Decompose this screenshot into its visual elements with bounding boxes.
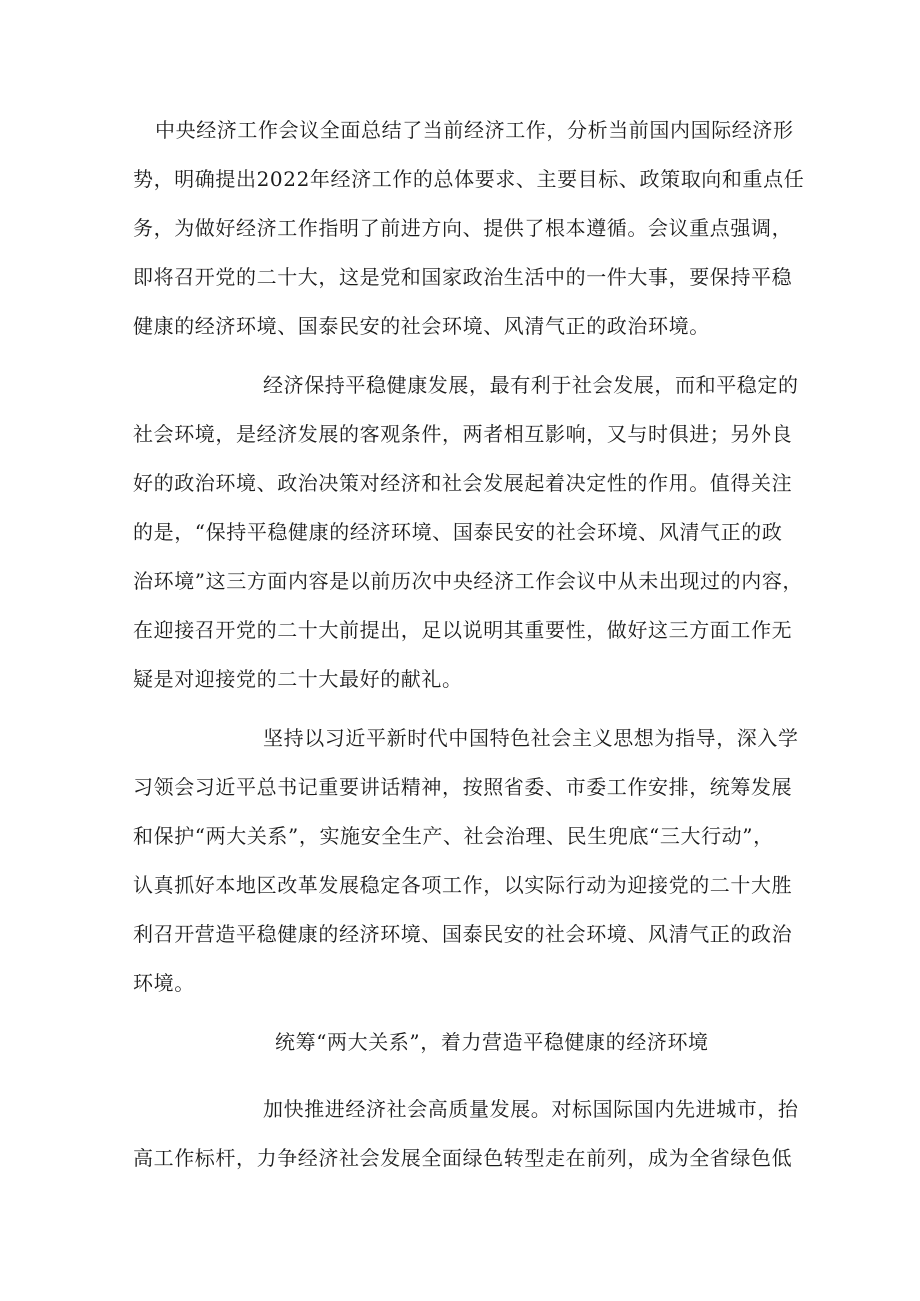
paragraph-line: 习领会习近平总书记重要讲话精神，按照省委、市委工作安排，统筹发展 xyxy=(133,775,793,799)
section-heading: 统筹“两大关系”，着力营造平稳健康的经济环境 xyxy=(275,1030,709,1054)
paragraph-line: 势，明确提出2022年经济工作的总体要求、主要目标、政策取向和重点任 xyxy=(133,167,805,191)
paragraph-line: 好的政治环境、政治决策对经济和社会发展起着决定性的作用。值得关注 xyxy=(133,471,793,495)
paragraph-line: 治环境”这三方面内容是以前历次中央经济工作会议中从未出现过的内容， xyxy=(133,569,804,593)
paragraph-line: 疑是对迎接党的二十大最好的献礼。 xyxy=(133,667,463,691)
paragraph-line: 坚持以习近平新时代中国特色社会主义思想为指导，深入学 xyxy=(263,726,799,750)
paragraph-line: 健康的经济环境、国泰民安的社会环境、风清气正的政治环境。 xyxy=(133,314,710,338)
paragraph-line: 的是，“保持平稳健康的经济环境、国泰民安的社会环境、风清气正的政 xyxy=(133,520,783,544)
paragraph-line: 即将召开党的二十大，这是党和国家政治生活中的一件大事，要保持平稳 xyxy=(133,265,793,289)
paragraph-line: 在迎接召开党的二十大前提出，足以说明其重要性，做好这三方面工作无 xyxy=(133,618,793,642)
paragraph-line: 中央经济工作会议全面总结了当前经济工作，分析当前国内国际经济形 xyxy=(155,118,794,142)
paragraph-line: 高工作标杆，力争经济社会发展全面绿色转型走在前列，成为全省绿色低 xyxy=(133,1146,793,1170)
paragraph-line: 利召开营造平稳健康的经济环境、国泰民安的社会环境、风清气正的政治 xyxy=(133,922,793,946)
paragraph-line: 加快推进经济社会高质量发展。对标国际国内先进城市，抬 xyxy=(263,1097,799,1121)
paragraph-line: 经济保持平稳健康发展，最有利于社会发展，而和平稳定的 xyxy=(263,373,799,397)
paragraph-line: 和保护“两大关系”，实施安全生产、社会治理、民生兜底“三大行动”， xyxy=(133,824,774,848)
paragraph-line: 社会环境，是经济发展的客观条件，两者相互影响，又与时俱进；另外良 xyxy=(133,422,793,446)
paragraph-line: 认真抓好本地区改革发展稳定各项工作，以实际行动为迎接党的二十大胜 xyxy=(133,873,793,897)
paragraph-line: 务，为做好经济工作指明了前进方向、提供了根本遵循。会议重点强调， xyxy=(133,216,793,240)
paragraph-line: 环境。 xyxy=(133,971,195,995)
